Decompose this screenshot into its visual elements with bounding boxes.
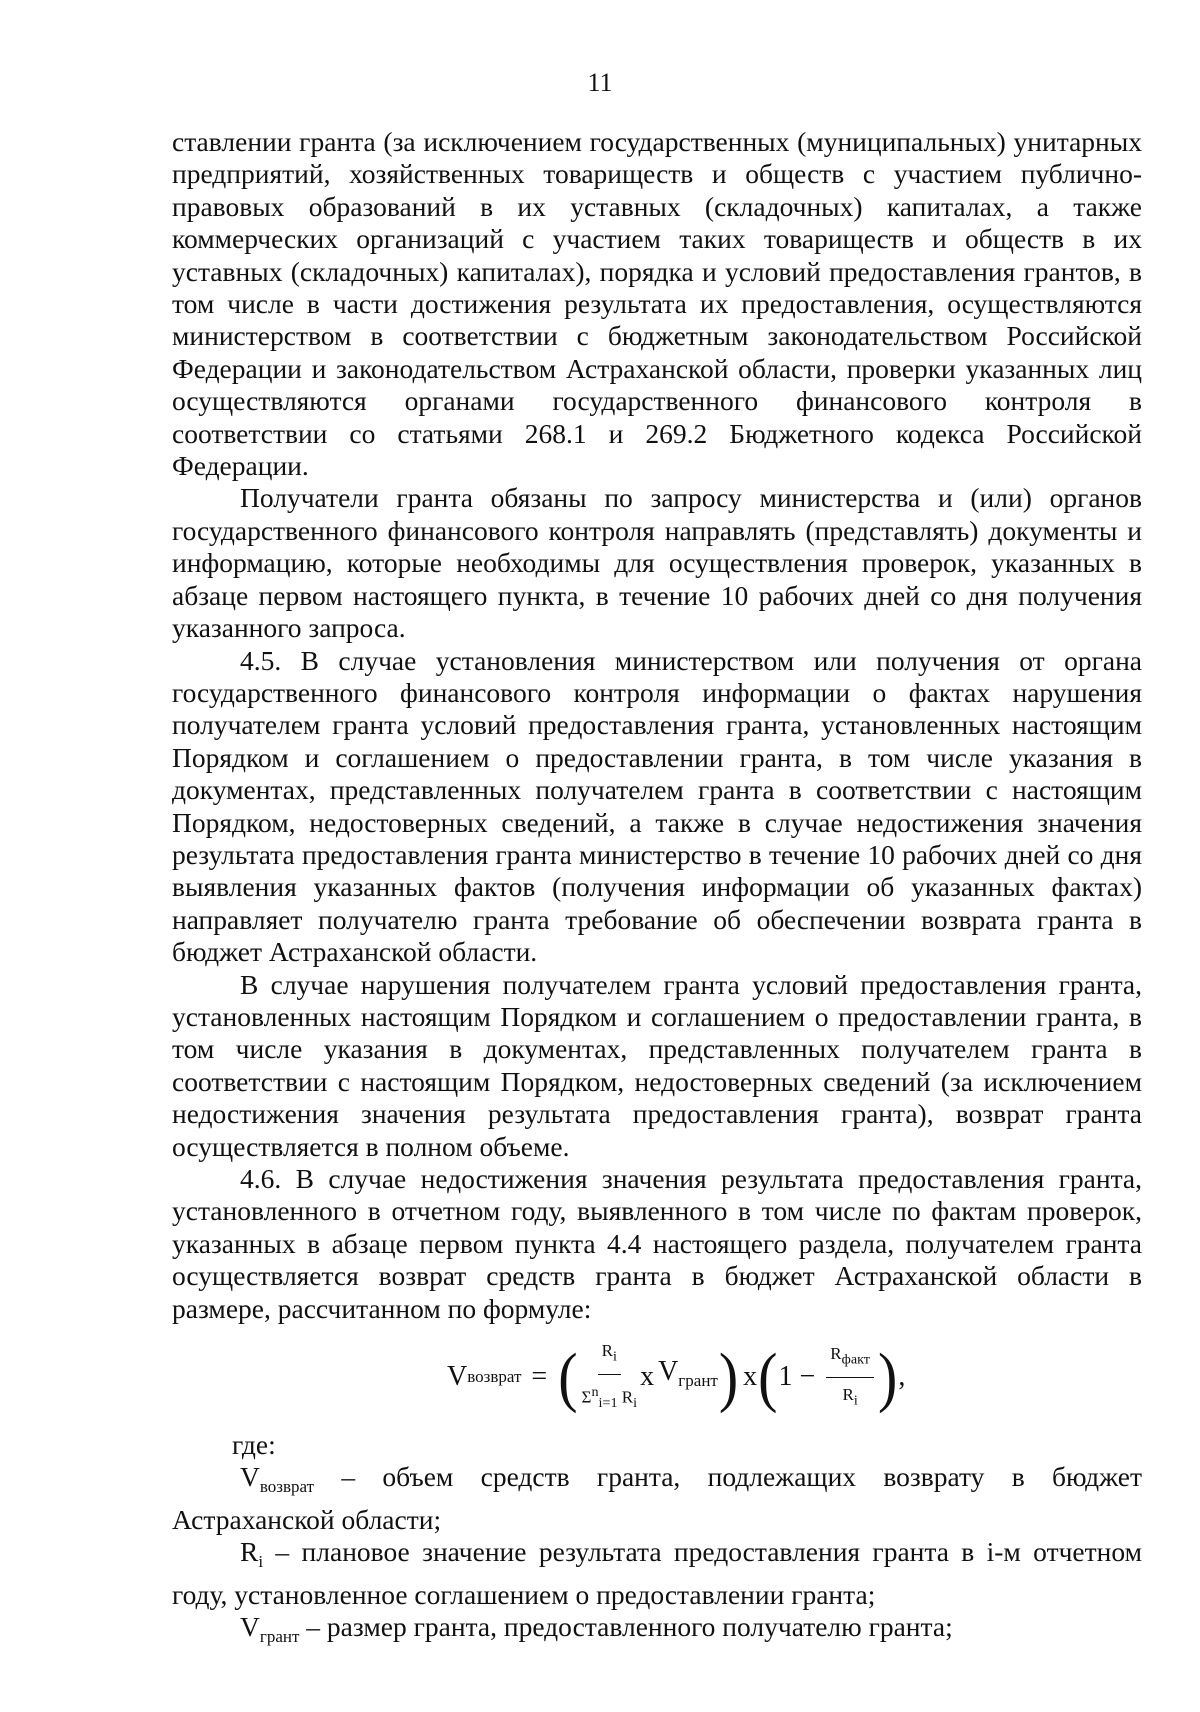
formula-lhs: V возврат [447,1360,522,1392]
page-number: 11 [587,68,613,97]
formula-achievement-fraction: $\frac{R_{факт}}{R_i}$ [826,1338,874,1417]
paragraph-violation-full-return: В случае нарушения получателем гранта условий предоставления гранта, установленных настоящим Порядком и соглашением о предоставлении гранта, в том числе указания в документах, представленных получателем гранта в соответствии с настоящим Порядком, недостоверных сведений (за исключением недостижения значения результата предоставления гранта), возврат гранта осуществляется в полном объеме. [172,968,1142,1162]
definition-r-i: $R_i$ – плановое значение результата предоставления гранта в i-м отчетном году, установленное соглашением о предоставлении гранта; [172,1536,1142,1610]
formula-v-grant: $V_{грант}$ [658,1356,718,1391]
paragraph-recipients-obligation: Получатели гранта обязаны по запросу министерства и (или) органов государственного финансового контроля направлять (представлять) документы и информацию, которые необходимы для осуществления проверок, указанных в абзаце первом настоящего пункта, в течение 10 рабочих дней со дня получения указанного запроса. [172,482,1142,644]
definition-v-grant: $V_{грант}$ – размер гранта, предоставленного получателю гранта; [240,1611,953,1647]
paragraph-4-6: 4.6. В случае недостижения значения результата предоставления гранта, установленного в отчетном году, выявленного в том числе по фактам проверок, указанных в абзаце первом пункта 4.4 настоящего раздела, получателем гранта осуществляется возврат средств гранта в бюджет Астраханской области в размере, рассчитанном по формуле: [172,1163,1142,1324]
formula-equals: = [531,1360,548,1392]
where-label: где: [232,1429,276,1461]
return-formula: V возврат = ( $\frac{R_i}{\Sigma^n_{i=1} R_i}$ x $V_{грант}$ ) x ( 1 − $\frac{R_{факт}}{R_i}$ ) , [172,1325,1142,1429]
definition-v-return: $V_{возврат}$ – объем средств гранта, подлежащих возврату в бюджет Астраханской области; [172,1461,1142,1535]
paragraph-4-5: 4.5. В случае установления министерством или получения от органа государственного финансового контроля информации о фактах нарушения получателем гранта условий предоставления гранта, установленных настоящим Порядком и соглашением о предоставлении гранта, в том числе указания в документах, представленных получателем гранта в соответствии с настоящим Порядком, недостоверных сведений, а также в случае недостижения значения результата предоставления гранта министерство в течение 10 рабочих дней со дня выявления указанных фактов (получения информации об указанных фактах) направляет получателю гранта требование об обеспечении возврата гранта в бюджет Астраханской области. [172,644,1142,968]
paragraph-continuation: ставлении гранта (за исключением государственных (муниципальных) унитарных предприятий, хозяйственных товариществ и обществ с участием публично-правовых образований в их уставных (складочных) капиталах, а также коммерческих организаций с участием таких товариществ и обществ в их уставных (складочных) капиталах), порядка и условий предоставления грантов, в том числе в части достижения результата их предоставления, осуществляются министерством в соответствии с бюджетным законодательством Российской Федерации и законодательством Астраханской области, проверки указанных лиц осуществляются органами государственного финансового контроля в соответствии со статьями 268.1 и 269.2 Бюджетного кодекса Российской Федерации. [172,126,1142,482]
formula-share-fraction: $\frac{R_i}{\Sigma^n_{i=1} R_i}$ [582,1335,638,1419]
document-body [172,126,1142,1653]
